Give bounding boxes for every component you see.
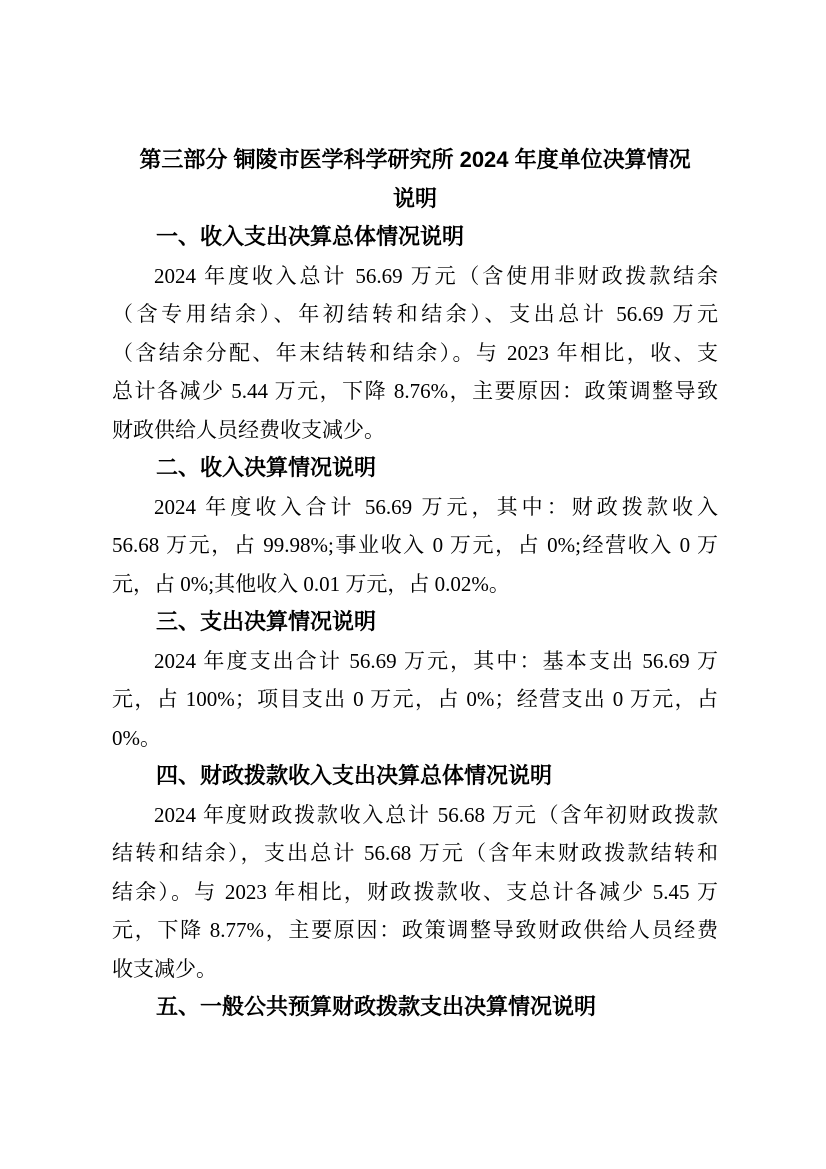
- section-5-heading: 五、一般公共预算财政拨款支出决算情况说明: [156, 994, 597, 1019]
- paragraph-line: （含结余分配、年末结转和结余）。与 2023 年相比，收、支: [112, 340, 718, 365]
- paragraph-line: 结转和结余），支出总计 56.68 万元（含年末财政拨款结转和: [112, 841, 718, 865]
- section-4-paragraph: [112, 796, 718, 989]
- paragraph-line: 元，下降 8.77%，主要原因：政策调整导致财政供给人员经费: [112, 918, 718, 942]
- paragraph-line: 2024 年度支出合计 56.69 万元，其中：基本支出 56.69 万: [154, 648, 718, 673]
- section-1-paragraph: [112, 257, 718, 450]
- paragraph-line: 2024 年度收入合计 56.69 万元，其中：财政拨款收入: [154, 494, 718, 519]
- paragraph-line: 收支减少。: [112, 956, 217, 981]
- section-3-heading: 三、支出决算情况说明: [156, 609, 377, 634]
- section-4-heading: 四、财政拨款收入支出决算总体情况说明: [156, 763, 553, 788]
- section-public-budget-expenditure: [112, 988, 718, 1027]
- paragraph-line: 56.68 万元，占 99.98%;事业收入 0 万元，占 0%;经营收入 0 万: [112, 533, 718, 557]
- document-content: [112, 141, 718, 1027]
- paragraph-line: 财政供给人员经费收支减少。: [112, 417, 385, 442]
- paragraph-line: （含专用结余）、年初结转和结余）、支出总计 56.69 万元: [112, 302, 718, 326]
- title-line-2: 说明: [392, 185, 437, 211]
- section-expenditure-statement: [112, 603, 718, 757]
- section-2-paragraph: [112, 488, 718, 604]
- document-title: [112, 141, 718, 218]
- section-income-statement: [112, 449, 718, 603]
- paragraph-line: 元，占 0%;其他收入 0.01 万元，占 0.02%。: [112, 571, 510, 596]
- section-1-heading: 一、收入支出决算总体情况说明: [156, 224, 465, 249]
- section-fiscal-appropriation-overview: [112, 757, 718, 988]
- title-line-1: 第三部分 铜陵市医学科学研究所 2024 年度单位决算情况: [139, 147, 691, 172]
- paragraph-line: 2024 年度财政拨款收入总计 56.68 万元（含年初财政拨款: [154, 802, 718, 827]
- paragraph-line: 0%。: [112, 725, 161, 750]
- section-2-heading: 二、收入决算情况说明: [156, 455, 377, 480]
- paragraph-line: 2024 年度收入总计 56.69 万元（含使用非财政拨款结余: [154, 263, 718, 288]
- section-income-expenditure-overview: [112, 218, 718, 449]
- paragraph-line: 结余）。与 2023 年相比，财政拨款收、支总计各减少 5.45 万: [112, 879, 718, 904]
- section-3-paragraph: [112, 642, 718, 758]
- paragraph-line: 总计各减少 5.44 万元，下降 8.76%，主要原因：政策调整导致: [112, 379, 718, 403]
- paragraph-line: 元，占 100%；项目支出 0 万元，占 0%；经营支出 0 万元，占: [112, 687, 718, 711]
